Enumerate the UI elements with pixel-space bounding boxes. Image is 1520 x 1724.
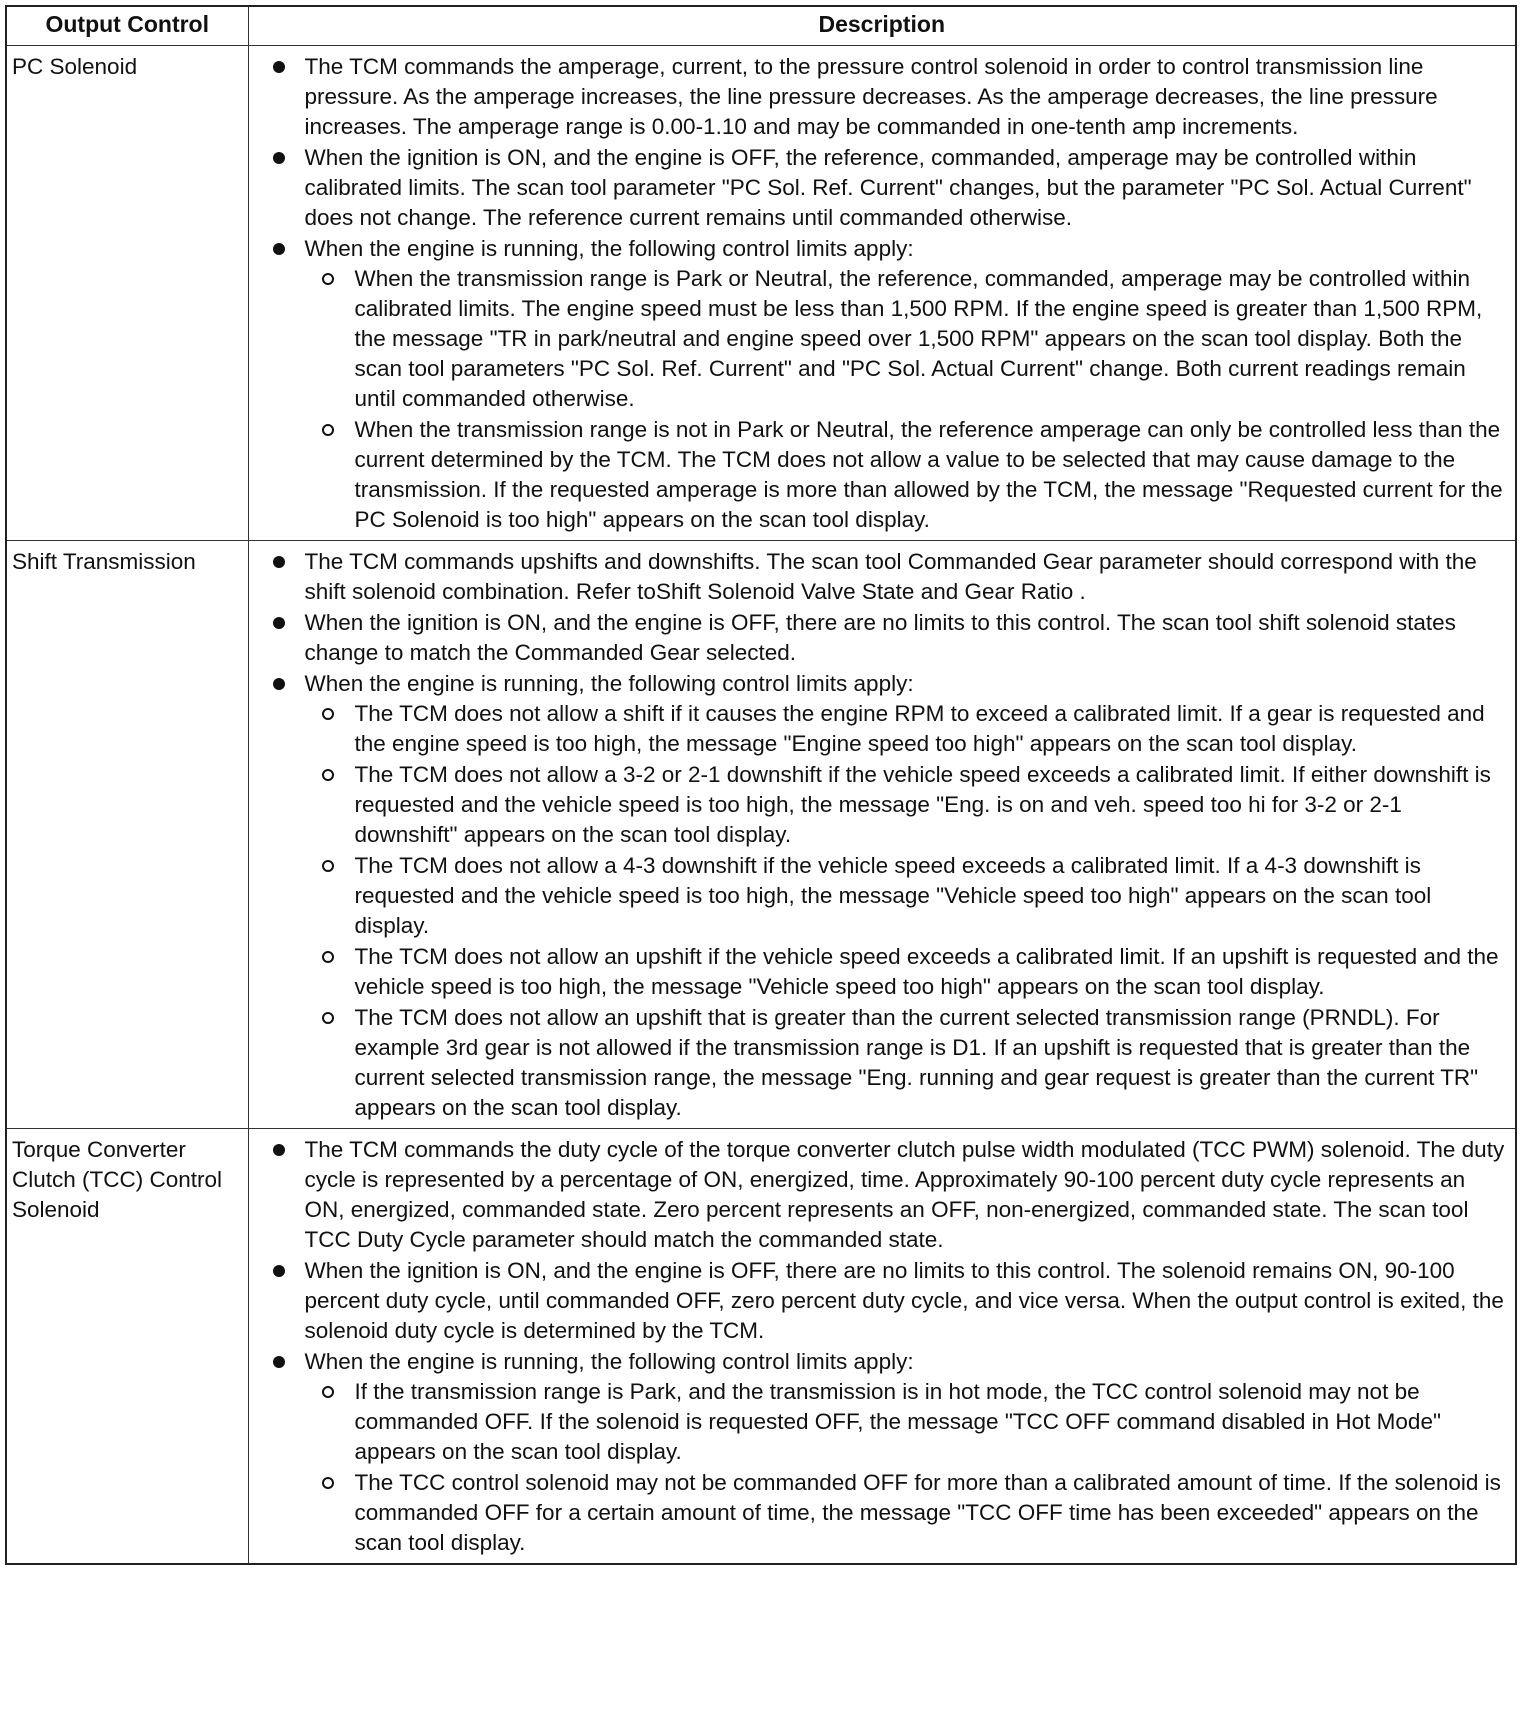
bullet-dot-icon xyxy=(273,617,285,629)
bullet-dot-icon xyxy=(273,1144,285,1156)
bullet-text: When the engine is running, the following control limits apply: xyxy=(304,671,914,696)
bullet-list xyxy=(249,547,1512,1123)
list-item xyxy=(249,1347,1512,1558)
sub-bullet-text: When the transmission range is Park or Neutral, the reference, commanded, amperage may be controlled within calibrated limits. The engine speed must be less than 1,500 RPM. If the engine speed is greater than 1,500 RPM, the message "TR in park/neutral and engine speed over 1,500 RPM" appears on the scan tool display. Both the scan tool parameters "PC Sol. Ref. Current" and "PC Sol. Actual Current" change. Both current readings remain until commanded otherwise. xyxy=(354,266,1483,411)
bullet-circle-icon xyxy=(322,424,334,436)
list-item xyxy=(249,143,1512,233)
bullet-circle-icon xyxy=(322,273,334,285)
table-row xyxy=(6,1129,1516,1565)
list-item xyxy=(249,547,1512,607)
sub-list-item xyxy=(305,1377,1512,1467)
output-control-cell: PC Solenoid xyxy=(6,46,248,541)
list-item xyxy=(249,234,1512,535)
bullet-text: The TCM commands the amperage, current, to the pressure control solenoid in order to control transmission line pressure. As the amperage increases, the line pressure decreases. As the amperage decreases, the line pressure increases. The amperage range is 0.00-1.10 and may be commanded in one-tenth amp increments. xyxy=(304,54,1438,139)
sub-bullet-text: The TCM does not allow a 3-2 or 2-1 downshift if the vehicle speed exceeds a calibrated limit. If either downshift is requested and the vehicle speed is too high, the message "Eng. is on and veh. speed too hi for 3-2 or 2-1 downshift" appears on the scan tool display. xyxy=(354,762,1491,847)
output-control-cell: Torque Converter Clutch (TCC) Control Solenoid xyxy=(6,1129,248,1565)
bullet-circle-icon xyxy=(322,860,334,872)
list-item xyxy=(249,1135,1512,1255)
sub-bullet-text: If the transmission range is Park, and the transmission is in hot mode, the TCC control solenoid may not be commanded OFF. If the solenoid is requested OFF, the message "TCC OFF command disabled in Hot Mode" appears on the scan tool display. xyxy=(354,1379,1441,1464)
bullet-text: When the engine is running, the following control limits apply: xyxy=(304,236,914,261)
bullet-dot-icon xyxy=(273,1356,285,1368)
sub-bullet-text: The TCM does not allow a shift if it causes the engine RPM to exceed a calibrated limit. If a gear is requested and the engine speed is too high, the message "Engine speed too high" appears on the scan tool display. xyxy=(354,701,1485,756)
bullet-text: When the ignition is ON, and the engine is OFF, the reference, commanded, amperage may be controlled within calibrated limits. The scan tool parameter "PC Sol. Ref. Current" changes, but the parameter "PC Sol. Actual Current" does not change. The reference current remains until commanded otherwise. xyxy=(304,145,1472,230)
sub-list-item xyxy=(305,1003,1512,1123)
bullet-circle-icon xyxy=(322,769,334,781)
bullet-dot-icon xyxy=(273,243,285,255)
output-control-cell: Shift Transmission xyxy=(6,541,248,1129)
bullet-circle-icon xyxy=(322,708,334,720)
bullet-dot-icon xyxy=(273,1265,285,1277)
sub-list-item xyxy=(305,942,1512,1002)
sub-list-item xyxy=(305,264,1512,414)
bullet-text: When the ignition is ON, and the engine is OFF, there are no limits to this control. The scan tool shift solenoid states change to match the Commanded Gear selected. xyxy=(304,610,1456,665)
bullet-circle-icon xyxy=(322,1386,334,1398)
bullet-text: When the engine is running, the following control limits apply: xyxy=(304,1349,914,1374)
sub-bullet-text: The TCC control solenoid may not be commanded OFF for more than a calibrated amount of time. If the solenoid is commanded OFF for a certain amount of time, the message "TCC OFF time has been exceeded" appears on the scan tool display. xyxy=(354,1470,1501,1555)
header-output-control: Output Control xyxy=(6,6,248,46)
sub-bullet-list xyxy=(305,264,1512,535)
bullet-dot-icon xyxy=(273,61,285,73)
description-cell xyxy=(248,541,1516,1129)
description-cell xyxy=(248,1129,1516,1565)
table-row xyxy=(6,46,1516,541)
sub-list-item xyxy=(305,1468,1512,1558)
sub-list-item xyxy=(305,699,1512,759)
list-item xyxy=(249,669,1512,1123)
sub-bullet-text: The TCM does not allow an upshift if the vehicle speed exceeds a calibrated limit. If an upshift is requested and the vehicle speed is too high, the message "Vehicle speed too high" appears on the scan tool display. xyxy=(354,944,1499,999)
bullet-text: The TCM commands the duty cycle of the torque converter clutch pulse width modulated (TCC PWM) solenoid. The duty cycle is represented by a percentage of ON, energized, time. Approximately 90-100 percent duty cycle represents an ON, energized, commanded state. Zero percent represents an OFF, non-energized, commanded state. The scan tool TCC Duty Cycle parameter should match the commanded state. xyxy=(304,1137,1505,1252)
bullet-dot-icon xyxy=(273,152,285,164)
bullet-list xyxy=(249,1135,1512,1558)
sub-bullet-text: The TCM does not allow an upshift that is greater than the current selected transmission range (PRNDL). For example 3rd gear is not allowed if the transmission range is D1. If an upshift is requested that is greater than the current selected transmission range, the message "Eng. running and gear request is greater than the current TR" appears on the scan tool display. xyxy=(354,1005,1479,1120)
list-item xyxy=(249,1256,1512,1346)
output-control-page xyxy=(5,5,1515,1565)
sub-list-item xyxy=(305,851,1512,941)
header-description: Description xyxy=(248,6,1516,46)
bullet-circle-icon xyxy=(322,1477,334,1489)
sub-bullet-text: The TCM does not allow a 4-3 downshift if the vehicle speed exceeds a calibrated limit. If a 4-3 downshift is requested and the vehicle speed is too high, the message "Vehicle speed too high" appears on the scan tool display. xyxy=(354,853,1432,938)
bullet-dot-icon xyxy=(273,678,285,690)
sub-list-item xyxy=(305,415,1512,535)
bullet-text: When the ignition is ON, and the engine is OFF, there are no limits to this control. The solenoid remains ON, 90-100 percent duty cycle, until commanded OFF, zero percent duty cycle, and vice versa. When the output control is exited, the solenoid duty cycle is determined by the TCM. xyxy=(304,1258,1504,1343)
output-control-table xyxy=(5,5,1517,1565)
sub-bullet-list xyxy=(305,699,1512,1123)
sub-bullet-text: When the transmission range is not in Park or Neutral, the reference amperage can only be controlled less than the current determined by the TCM. The TCM does not allow a value to be selected that may cause damage to the transmission. If the requested amperage is more than allowed by the TCM, the message "Requested current for the PC Solenoid is too high" appears on the scan tool display. xyxy=(354,417,1503,532)
list-item xyxy=(249,608,1512,668)
bullet-dot-icon xyxy=(273,556,285,568)
sub-list-item xyxy=(305,760,1512,850)
bullet-list xyxy=(249,52,1512,535)
bullet-circle-icon xyxy=(322,1012,334,1024)
description-cell xyxy=(248,46,1516,541)
header-row xyxy=(6,6,1516,46)
bullet-text: The TCM commands upshifts and downshifts. The scan tool Commanded Gear parameter should correspond with the shift solenoid combination. Refer toShift Solenoid Valve State and Gear Ratio . xyxy=(304,549,1477,604)
list-item xyxy=(249,52,1512,142)
bullet-circle-icon xyxy=(322,951,334,963)
sub-bullet-list xyxy=(305,1377,1512,1558)
table-row xyxy=(6,541,1516,1129)
